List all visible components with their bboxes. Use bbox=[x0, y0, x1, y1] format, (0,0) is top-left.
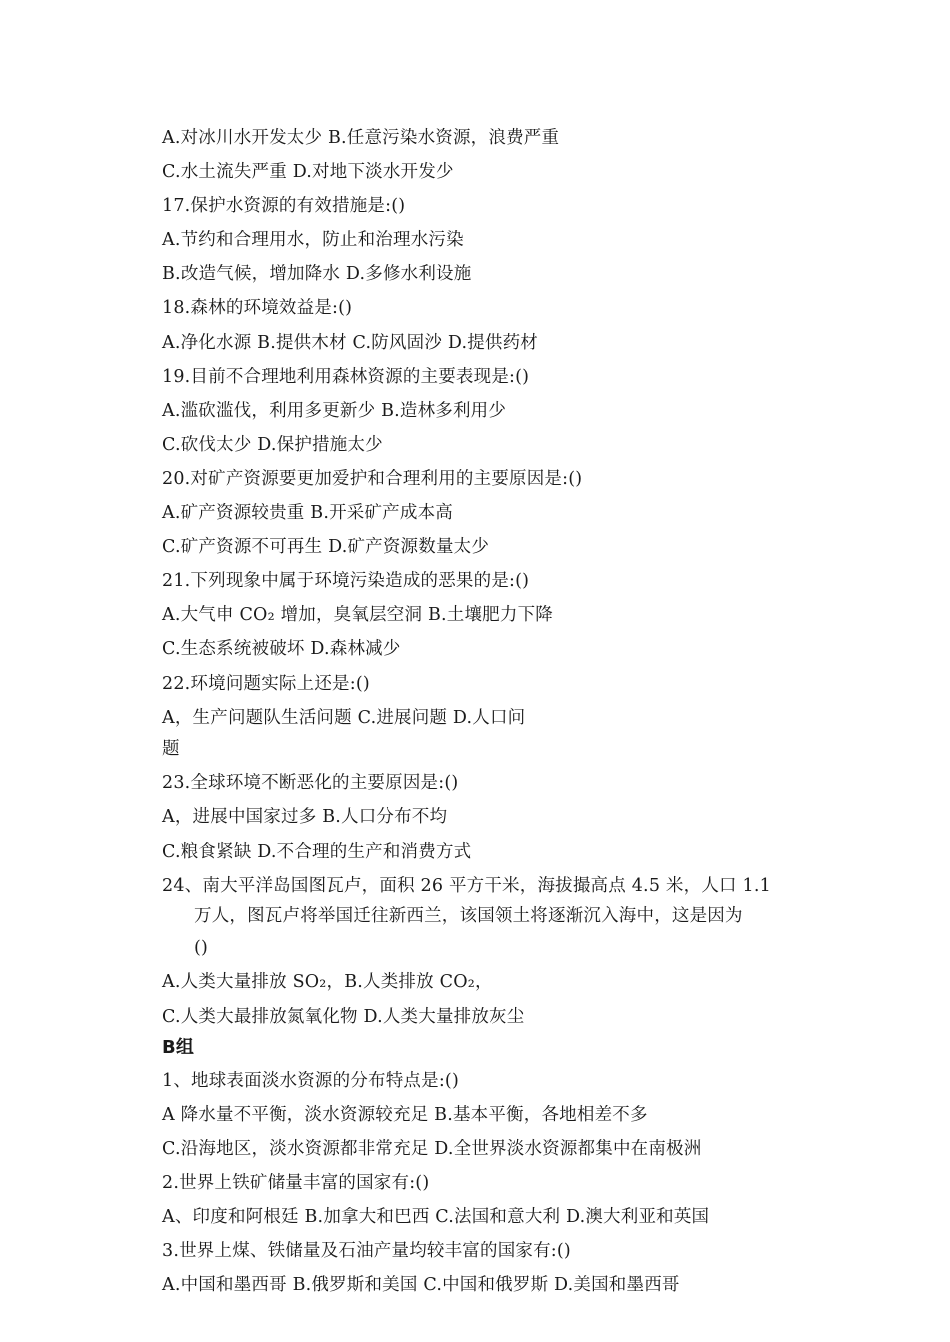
question-24-continued: 万人，图瓦卢将举国迁往新西兰，该国领土将逐渐沉入海中，这是因为 bbox=[194, 906, 743, 926]
option-line: C.粮食紧缺 D.不合理的生产和消费方式 bbox=[162, 842, 472, 862]
option-line: A，生产问题队生活问题 C.进展问题 D.人口问 bbox=[162, 708, 526, 728]
option-line: A.对冰川水开发太少 B.任意污染水资源，浪费严重 bbox=[162, 128, 560, 148]
question-b3: 3.世界上煤、铁储量及石油产量均较丰富的国家有:() bbox=[162, 1241, 571, 1261]
question-24: 24、南大平洋岛国图瓦卢，面积 26 平方干米，海拔撮高点 4.5 米，人口 1.1 bbox=[162, 876, 771, 896]
option-line: B.改造气候，增加降水 D.多修水利设施 bbox=[162, 264, 472, 284]
option-line: A.矿产资源较贵重 B.开采矿产成本高 bbox=[162, 503, 453, 523]
option-line-continued: 题 bbox=[162, 739, 180, 759]
option-line: A.净化水源 B.提供木材 C.防风固沙 D.提供药材 bbox=[162, 333, 539, 353]
question-18: 18.森林的环境效益是:() bbox=[162, 298, 353, 318]
option-line: A.人类大量排放 SO₂，B.人类排放 CO₂， bbox=[162, 972, 493, 992]
question-17: 17.保护水资源的有效措施是:() bbox=[162, 196, 406, 216]
option-line: A.大气申 CO₂ 增加，臭氧层空洞 B.土壤肥力下降 bbox=[162, 605, 553, 625]
section-heading-b: B组 bbox=[162, 1037, 195, 1058]
option-line: C.矿产资源不可再生 D.矿产资源数量太少 bbox=[162, 537, 490, 557]
question-21: 21.下列现象中属于环境污染造成的恶果的是:() bbox=[162, 571, 530, 591]
option-line: A 降水量不平衡，淡水资源较充足 B.基本平衡，各地相差不多 bbox=[162, 1105, 648, 1125]
option-line: A.滥砍滥伐，利用多更新少 B.造林多利用少 bbox=[162, 401, 507, 421]
option-line: C.水土流失严重 D.对地下淡水开发少 bbox=[162, 162, 454, 182]
option-line: C.人类大最排放氮氧化物 D.人类大量排放灰尘 bbox=[162, 1007, 525, 1027]
option-line: A.中国和墨西哥 B.俄罗斯和美国 C.中国和俄罗斯 D.美国和墨西哥 bbox=[162, 1275, 680, 1295]
option-line: C.砍伐太少 D.保护措施太少 bbox=[162, 435, 383, 455]
question-b1: 1、地球表面淡水资源的分布特点是:() bbox=[162, 1071, 459, 1091]
option-line: A、印度和阿根廷 B.加拿大和巴西 C.法国和意大利 D.澳大利亚和英国 bbox=[162, 1207, 710, 1227]
question-b2: 2.世界上铁矿储量丰富的国家有:() bbox=[162, 1173, 430, 1193]
option-line: C.沿海地区，淡水资源都非常充足 D.全世界淡水资源都集中在南极洲 bbox=[162, 1139, 702, 1159]
question-24-answer-blank: () bbox=[194, 938, 209, 958]
option-line: A.节约和合理用水，防止和治理水污染 bbox=[162, 230, 464, 250]
option-line: A，进展中国家过多 B.人口分布不均 bbox=[162, 807, 448, 827]
option-line: C.生态系统被破坏 D.森林减少 bbox=[162, 639, 401, 659]
question-22: 22.环境问题实际上还是:() bbox=[162, 674, 370, 694]
question-20: 20.对矿产资源要更加爱护和合理利用的主要原因是:() bbox=[162, 469, 583, 489]
question-19: 19.目前不合理地利用森林资源的主要表现是:() bbox=[162, 367, 530, 387]
question-23: 23.全球环境不断恶化的主要原因是:() bbox=[162, 773, 459, 793]
